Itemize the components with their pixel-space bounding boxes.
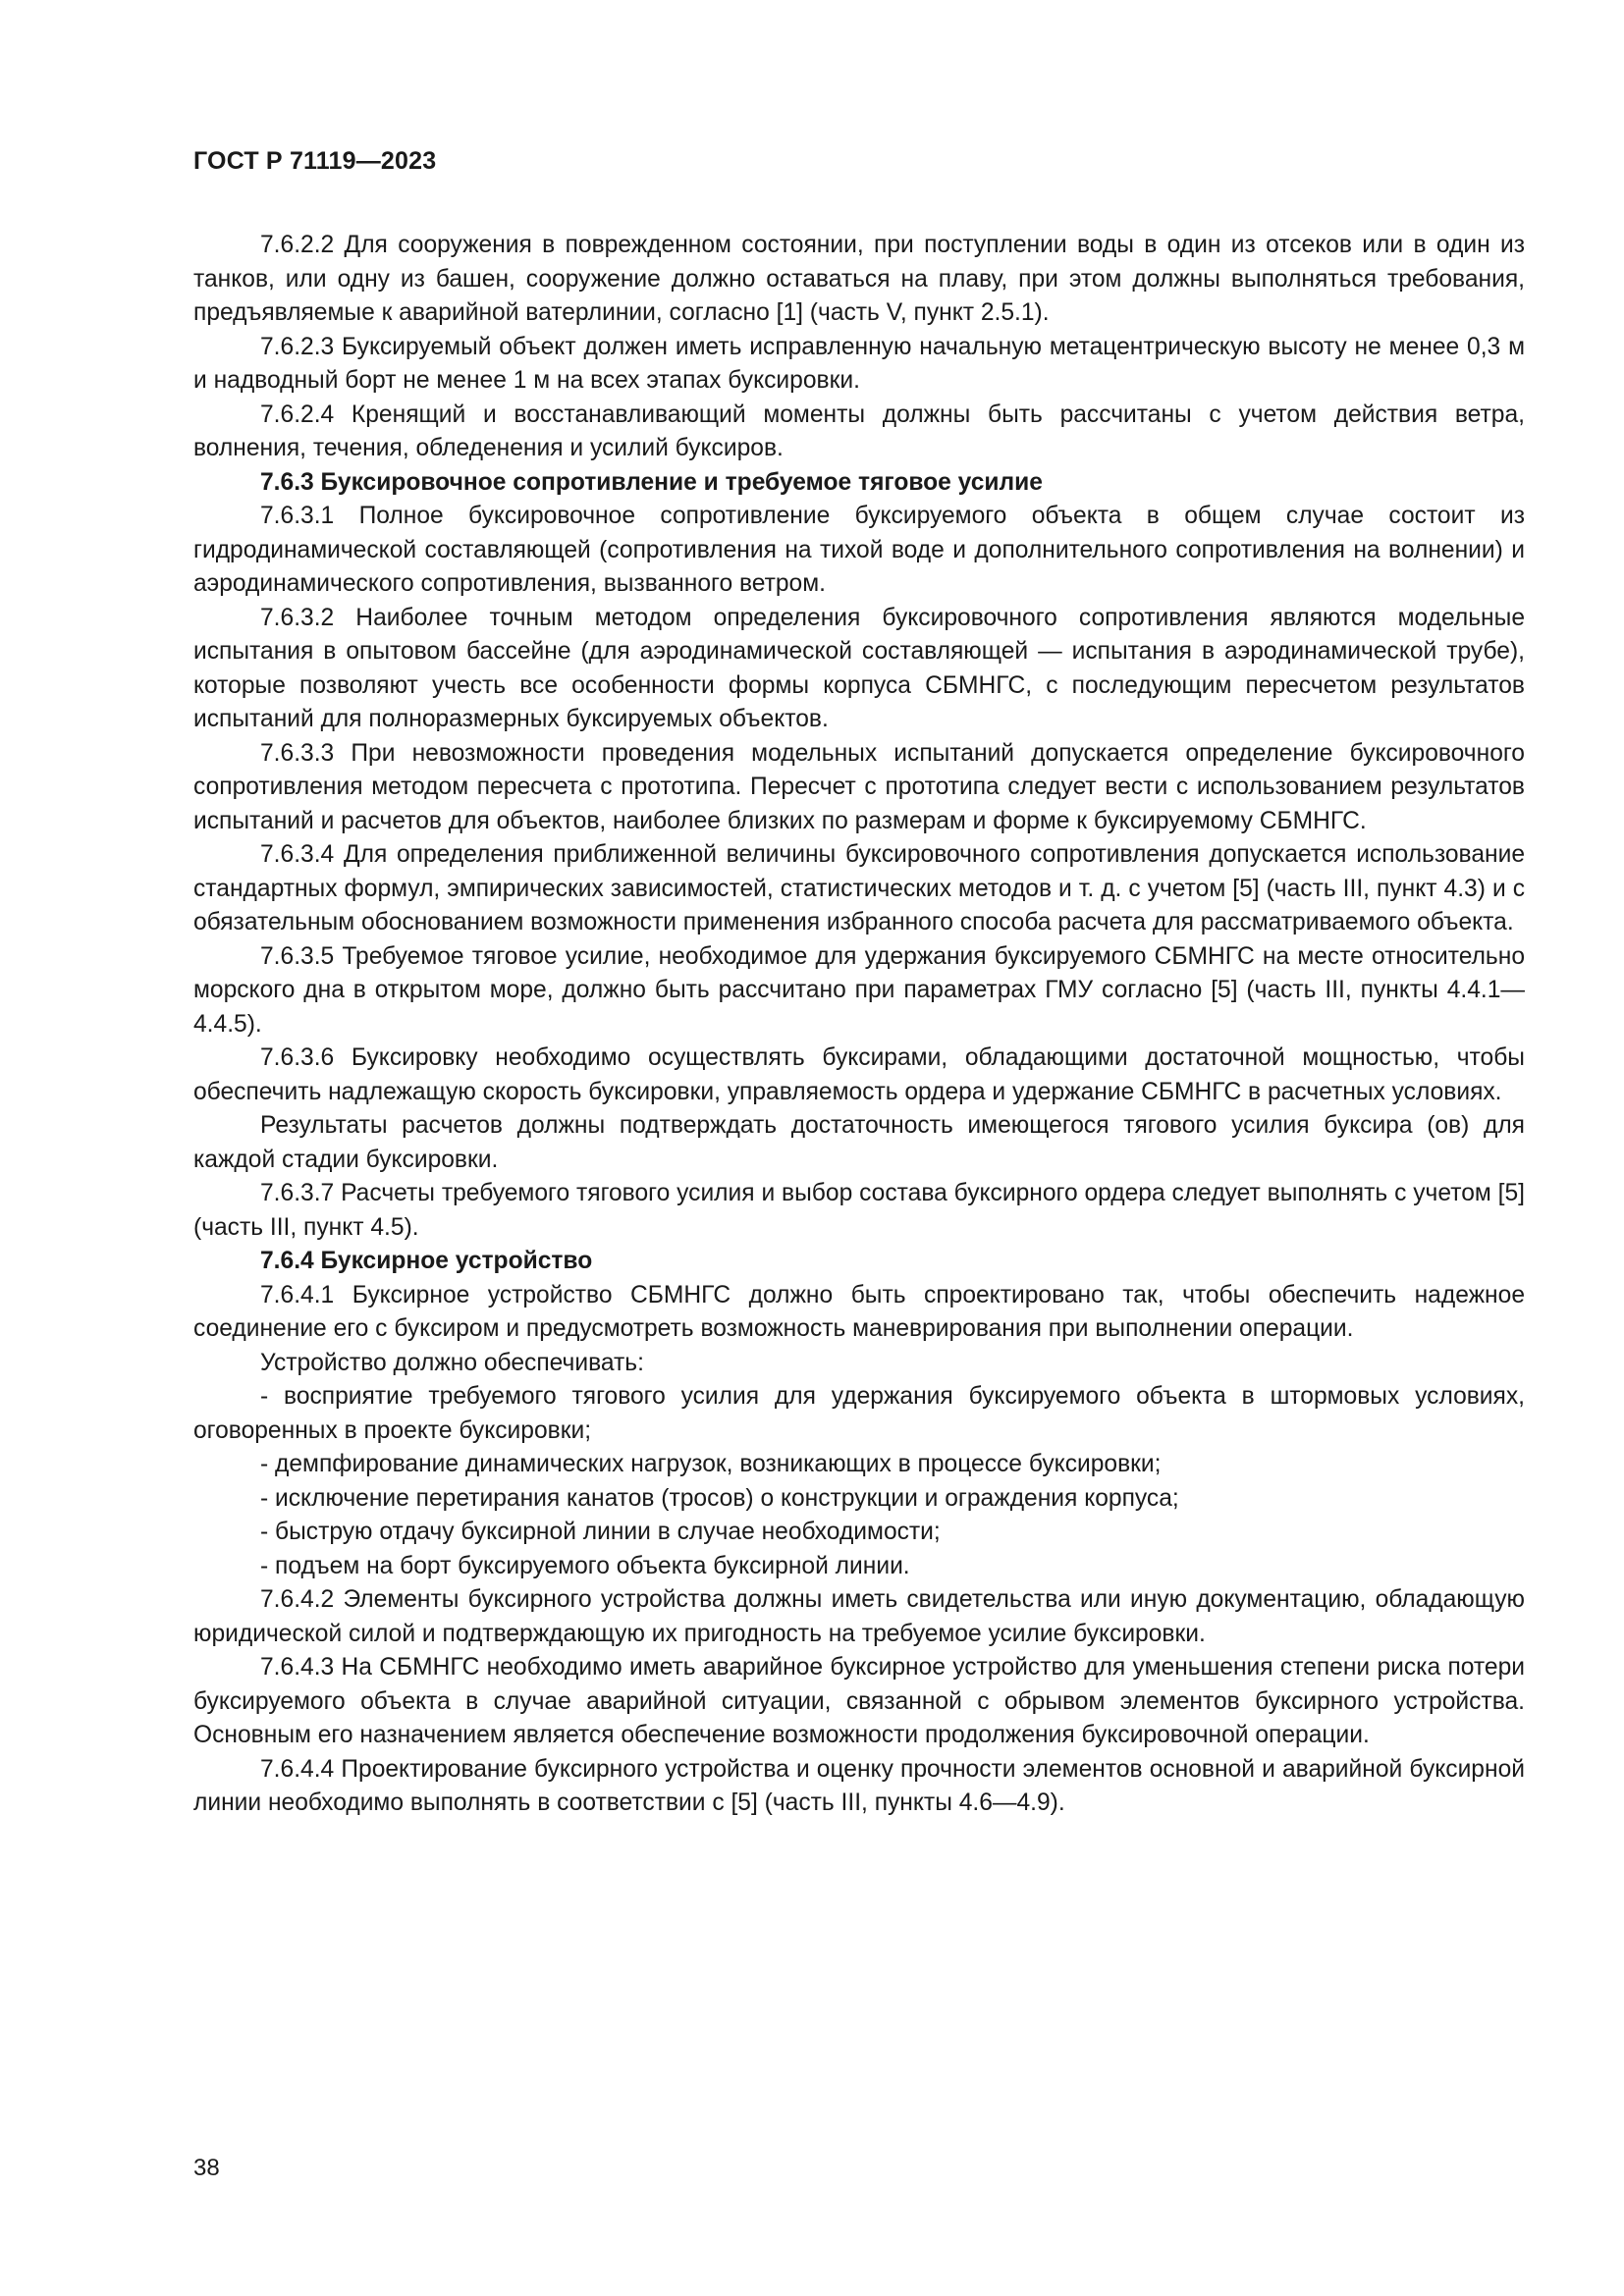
paragraph-7-6-2-4: 7.6.2.4 Кренящий и восстанавливающий моменты должны быть рассчитаны с учетом действия ветра, волнения, течения, обледенения и усилий буксиров. [193,400,1525,461]
paragraph-7-6-3-5: 7.6.3.5 Требуемое тяговое усилие, необходимое для удержания буксируемого СБМНГС на месте относительно морского дна в открытом море, должно быть рассчитано при параметрах ГМУ согласно [5] (часть III, пункты 4.4.1—4.4.5). [193,942,1525,1038]
paragraph-7-6-4-1: 7.6.4.1 Буксирное устройство СБМНГС должно быть спроектировано так, чтобы обеспечить надежное соединение его с буксиром и предусмотреть возможность маневрирования при выполнении операции. [193,1281,1525,1342]
paragraph-7-6-3-3: 7.6.3.3 При невозможности проведения модельных испытаний допускается определение буксировочного сопротивления методом пересчета с прототипа. Пересчет с прототипа следует вести с использованием результатов испытаний и расчетов для объектов, наиболее близких по размерам и форме к буксируемому СБМНГС. [193,739,1525,834]
document-body [193,229,1525,1821]
document-standard-title: ГОСТ Р 71119—2023 [193,147,437,175]
paragraph-7-6-4-2: 7.6.4.2 Элементы буксирного устройства должны иметь свидетельства или иную документацию, обладающую юридической силой и подтверждающую их пригодность на требуемое усилие буксировки. [193,1586,1525,1647]
list-item: - восприятие требуемого тягового усилия для удержания буксируемого объекта в штормовых условиях, оговоренных в проекте буксировки; [193,1383,1525,1444]
list-item: - подъем на борт буксируемого объекта буксирной линии. [260,1552,910,1579]
paragraph-7-6-2-2: 7.6.2.2 Для сооружения в поврежденном состоянии, при поступлении воды в один из отсеков или в один из танков, или одну из башен, сооружение должно оставаться на плаву, при этом должны выполняться требования, предъявляемые к аварийной ватерлинии, согласно [1] (часть V, пункт 2.5.1). [193,232,1525,326]
paragraph-device-requirements: Устройство должно обеспечивать: [260,1349,644,1376]
paragraph-results: Результаты расчетов должны подтверждать достаточность имеющегося тягового усилия буксира (ов) для каждой стадии буксировки. [193,1112,1525,1173]
list-item: - быструю отдачу буксирной линии в случае необходимости; [260,1519,941,1545]
paragraph-7-6-3-6: 7.6.3.6 Буксировку необходимо осуществлять буксирами, обладающими достаточной мощностью, чтобы обеспечить надлежащую скорость буксировки, управляемость ордера и удержание СБМНГС в расчетных условиях. [193,1044,1525,1105]
list-item: - исключение перетирания канатов (тросов) о конструкции и ограждения корпуса; [260,1484,1179,1512]
paragraph-7-6-2-3: 7.6.2.3 Буксируемый объект должен иметь исправленную начальную метацентрическую высоту не менее 0,3 м и надводный борт не менее 1 м на всех этапах буксировки. [193,333,1525,394]
paragraph-7-6-4-3: 7.6.4.3 На СБМНГС необходимо иметь аварийное буксирное устройство для уменьшения степени риска потери буксируемого объекта в случае аварийной ситуации, связанной с обрывом элементов буксирного устройства. Основным его назначением является обеспечение возможности продолжения буксировочной операции. [193,1654,1525,1748]
paragraph-7-6-3-4: 7.6.3.4 Для определения приближенной величины буксировочного сопротивления допускается использование стандартных формул, эмпирических зависимостей, статистических методов и т. д. с учетом [5] (часть III, пункт 4.3) и с обязательным обоснованием возможности применения избранного способа расчета для рассматриваемого объекта. [193,841,1525,935]
paragraph-7-6-3-1: 7.6.3.1 Полное буксировочное сопротивление буксируемого объекта в общем случае состоит из гидродинамической составляющей (сопротивления на тихой воде и дополнительного сопротивления на волнении) и аэродинамического сопротивления, вызванного ветром. [193,503,1525,597]
paragraph-7-6-3-2: 7.6.3.2 Наиболее точным методом определения буксировочного сопротивления являются модельные испытания в опытовом бассейне (для аэродинамической составляющей — испытания в аэродинамической трубе), которые позволяют учесть все особенности формы корпуса СБМНГС, с последующим пересчетом результатов испытаний для полноразмерных буксируемых объектов. [193,604,1525,732]
paragraph-7-6-3-7: 7.6.3.7 Расчеты требуемого тягового усилия и выбор состава буксирного ордера следует выполнять с учетом [5] (часть III, пункт 4.5). [193,1180,1525,1241]
section-heading-7-6-3: 7.6.3 Буксировочное сопротивление и требуемое тяговое усилие [260,468,1043,496]
page-number: 38 [193,2155,220,2181]
paragraph-7-6-4-4: 7.6.4.4 Проектирование буксирного устройства и оценку прочности элементов основной и аварийной буксирной линии необходимо выполнять в соответствии с [5] (часть III, пункты 4.6—4.9). [193,1755,1525,1816]
list-item: - демпфирование динамических нагрузок, возникающих в процессе буксировки; [260,1451,1162,1477]
section-heading-7-6-4: 7.6.4 Буксирное устройство [260,1248,593,1274]
